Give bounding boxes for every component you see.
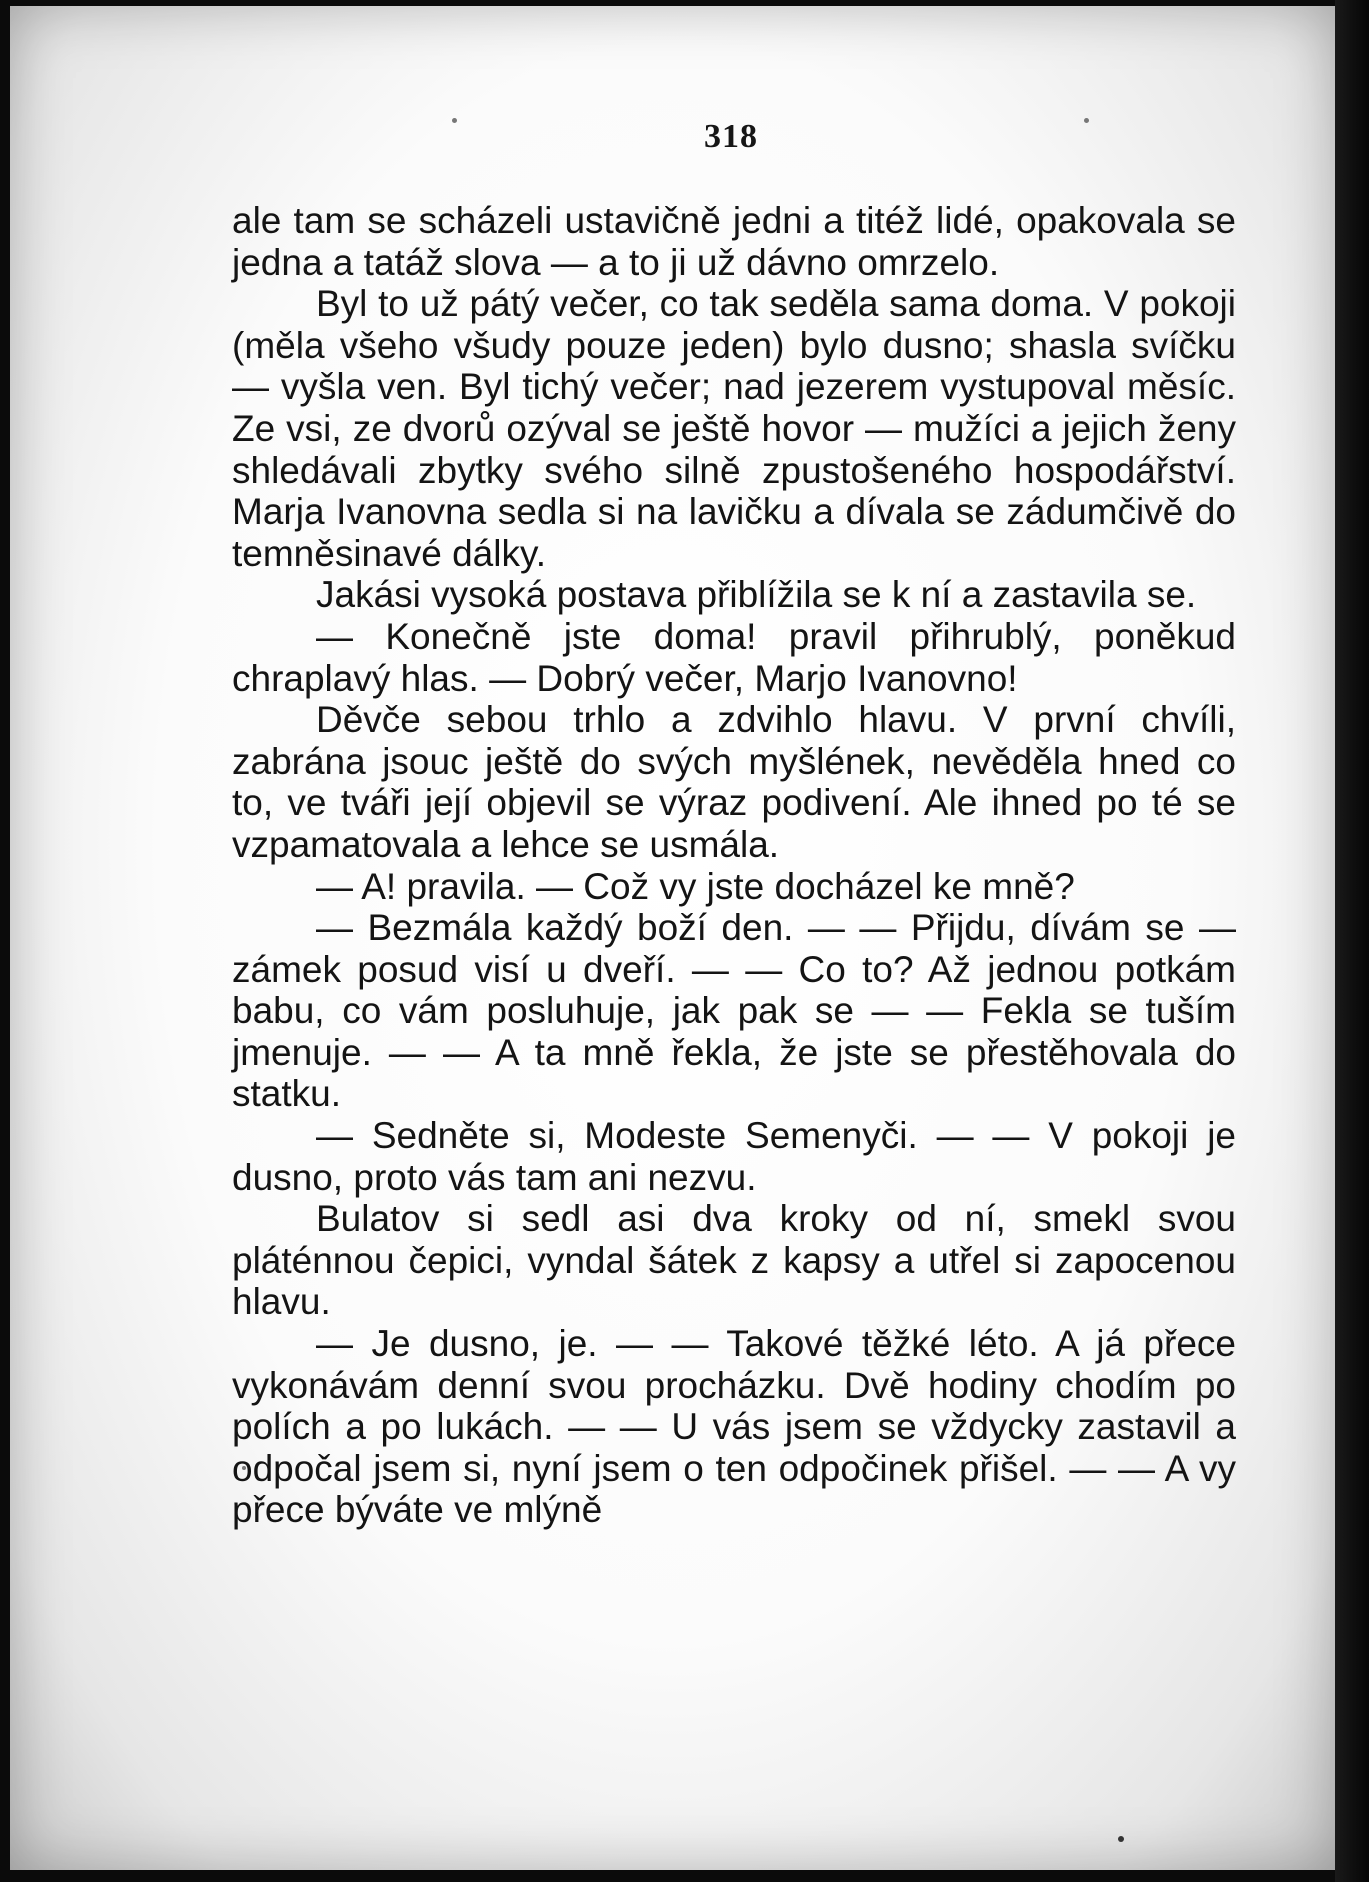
paragraph: — A! pravila. — Což vy jste docházel ke mně? — [316, 865, 1075, 907]
paragraph: Děvče sebou trhlo a zdvihlo hlavu. V první chvíli, zabrána jsouc ještě do svých myšlének, nevěděla hned co to, ve tváři její objevil se výraz podivení. Ale ihned po té se vzpamatovala a lehce se usmála. — [232, 699, 1236, 865]
paragraph: ale tam se scházeli ustavičně jedni a titéž lidé, opakovala se jedna a tatáž slova — a to ji už dávno omrzelo. — [232, 200, 1236, 283]
paragraph: Byl to už pátý večer, co tak seděla sama doma. V pokoji (měla všeho všudy pouze jeden) bylo dusno; shasla svíčku — vyšla ven. Byl tichý večer; nad jezerem vystupoval měsíc. Ze vsi, ze dvorů ozýval se ještě hovor — mužíci a jejich ženy shledávali zbytky svého silně zpustošeného hospodářství. Marja Ivanovna sedla si na lavičku a dívala se zádumčivě do temněsinavé dálky. — [232, 283, 1236, 574]
paragraph: — Konečně jste doma! pravil přihrublý, poněkud chraplavý hlas. — Dobrý večer, Marjo Ivanovno! — [232, 615, 1236, 699]
speck — [452, 118, 457, 123]
paragraph: — Je dusno, je. — — Takové těžké léto. A já přece vykonávám denní svou procházku. Dvě hodiny chodím po polích a po lukách. — — U vás jsem se vždycky zastavil a odpočal jsem si, nyní jsem o ten odpočinek přišel. — — A vy přece býváte ve mlýně — [232, 1323, 1236, 1531]
speck — [1084, 118, 1089, 123]
speck — [1118, 1836, 1124, 1842]
paragraph: — Bezmála každý boží den. — — Přijdu, dívám se — zámek posud visí u dveří. — — Co to? Až jednou potkám babu, co vám posluhuje, jak pak se — — Fekla se tuším jmenuje. — — A ta mně řekla, že jste se přestěhovala do statku. — [232, 907, 1236, 1115]
paragraph: — Sedněte si, Modeste Semenyči. — — V pokoji je dusno, proto vás tam ani nezvu. — [232, 1115, 1236, 1198]
paragraph: Jakási vysoká postava přiblížila se k ní a zastavila se. — [316, 574, 1197, 616]
page-edge-shadow — [1335, 0, 1369, 1882]
paragraph: Bulatov si sedl asi dva kroky od ní, smekl svou pláténnou čepici, vyndal šátek z kapsy a utřel si zapocenou hlavu. — [232, 1198, 1236, 1323]
page-number: 318 — [704, 118, 758, 155]
body-text — [232, 200, 1236, 1531]
